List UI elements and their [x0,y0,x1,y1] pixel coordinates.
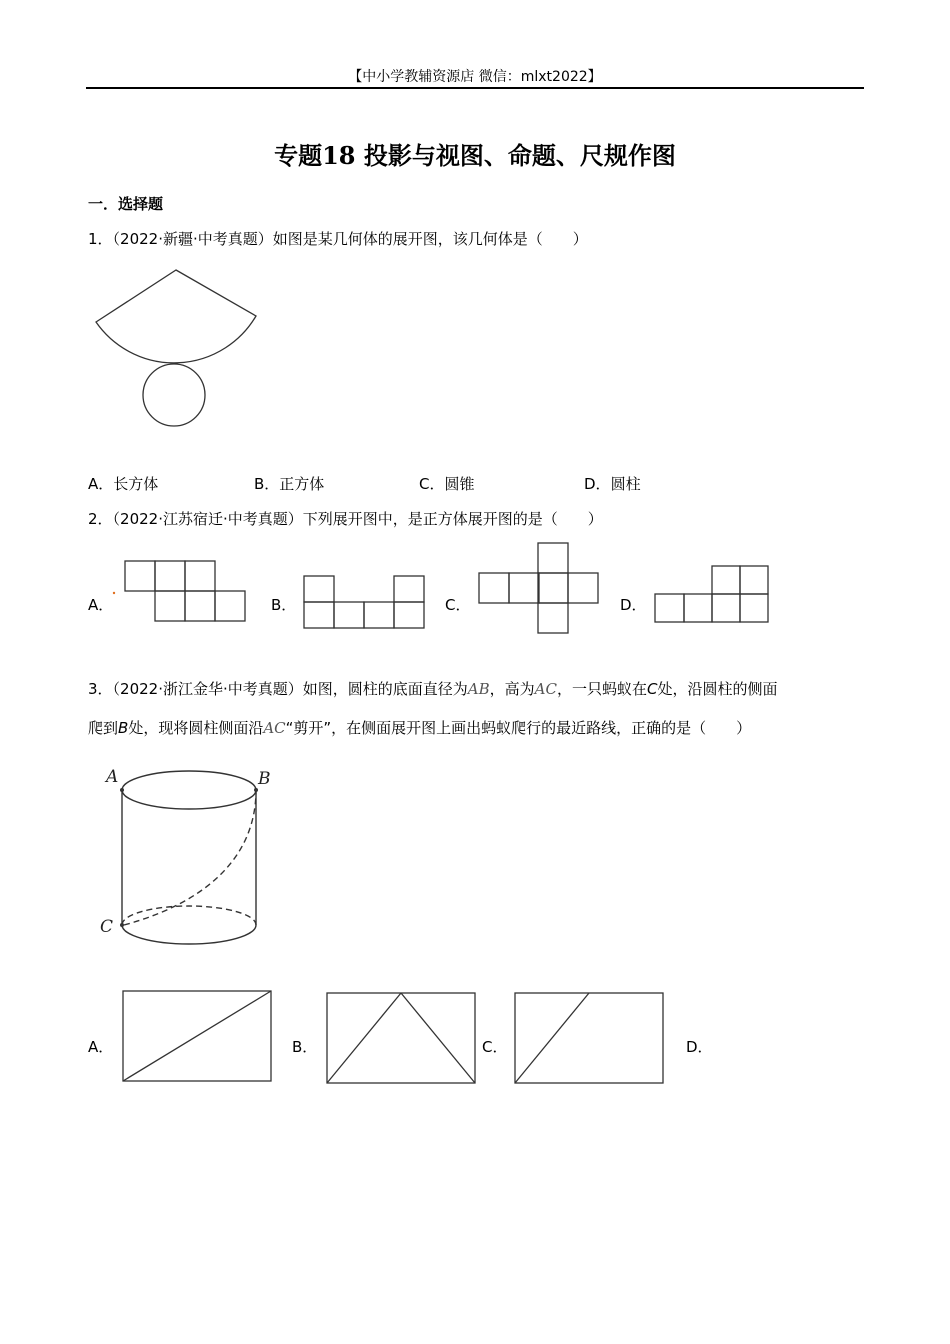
q3-option-d-label[interactable]: D． [686,1038,713,1056]
q2-option-b-label[interactable]: B． [271,596,297,614]
q1-option-a[interactable] [88,473,158,494]
figure-label-c: C [100,917,114,937]
header-rule [86,87,864,89]
question-1-text: 1．（2022·新疆·中考真题）如图是某几何体的展开图，该几何体是（ ） [88,230,588,248]
question-2-text: 2．（2022·江苏宿迁·中考真题）下列展开图中，是正方体展开图的是（ ） [88,510,603,528]
letter-c: C [646,680,658,698]
q3-text: “剪开”，在侧面展开图上画出蚂蚁爬行的最近路线，正确的是（ ） [285,719,752,737]
q3-figure-c [514,992,666,1086]
option-text: 圆柱 [610,475,641,493]
q3-figure-b [326,992,478,1086]
q3-option-b-label[interactable]: B． [292,1038,318,1056]
option-text: 长方体 [113,475,159,493]
q3-text: 爬到 [88,719,119,737]
option-text: 正方体 [279,475,325,493]
q3-text: ，高为 [489,680,535,698]
q1-option-c[interactable] [419,473,475,494]
option-label: D． [584,475,611,493]
q3-figure-a [122,990,274,1084]
option-label: A． [88,475,114,493]
option-label: C． [419,475,445,493]
section-heading: 一．选择题 [88,195,164,213]
q2-option-d-label[interactable]: D． [620,596,647,614]
q2-net-d [653,564,773,626]
q3-option-a-label[interactable]: A． [88,1038,114,1056]
q3-text: ，一只蚂蚁在 [556,680,647,698]
question-3-line-2 [88,717,751,738]
header-text: 【中小学教辅资源店 微信：mlxt2022】 [348,69,602,85]
letter-b: B [118,719,129,737]
q2-option-a-label[interactable]: A． [88,596,114,614]
math-ac: AC [534,680,557,698]
q3-option-c-label[interactable]: C． [482,1038,508,1056]
math-ac: AC [263,719,286,737]
q2-option-c-label[interactable]: C． [445,596,471,614]
page-title: 专题18 投影与视图、命题、尺规作图 [274,141,676,170]
q2-net-b [302,574,428,630]
q1-option-d[interactable] [584,473,641,494]
option-text: 圆锥 [444,475,475,493]
q2-net-a [112,560,252,624]
cylinder-figure [96,762,286,952]
question-3-line-1 [88,678,777,699]
q3-text: 处，现将圆柱侧面沿 [128,719,264,737]
figure-label-a: A [106,767,119,787]
q1-option-b[interactable] [254,473,324,494]
cone-net-figure [90,265,270,435]
q3-text: 处，沿圆柱的侧面 [657,680,778,698]
math-ab: AB [467,680,490,698]
q3-text: 3．（2022·浙江金华·中考真题）如图，圆柱的底面直径为 [88,680,468,698]
figure-label-b: B [258,769,271,789]
option-label: B． [254,475,280,493]
q2-net-c [477,541,603,635]
